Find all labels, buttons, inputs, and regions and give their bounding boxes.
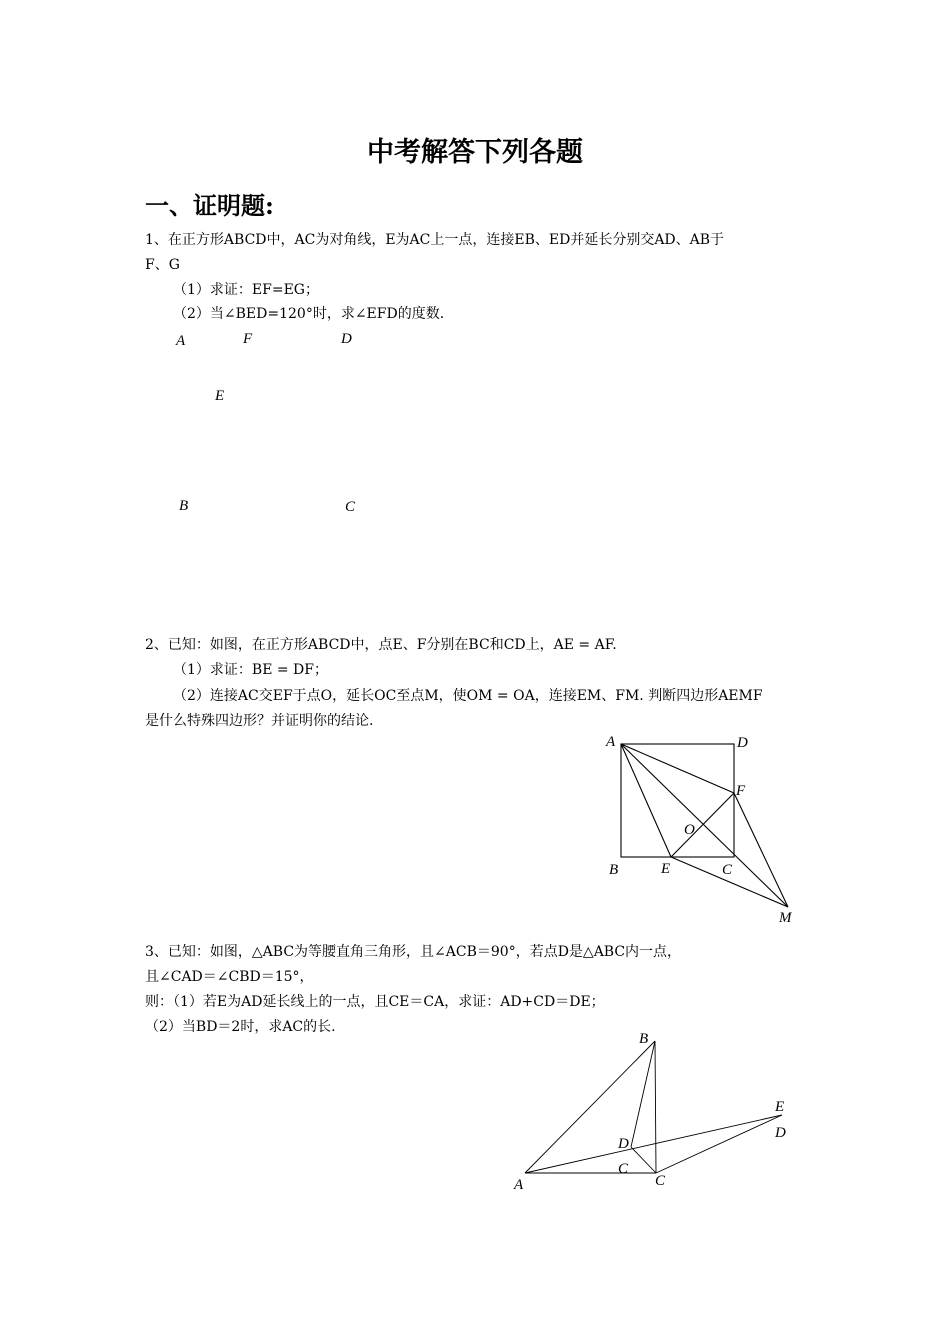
q2-label-a: A [606,734,616,750]
q2-sub2b: 是什么特殊四边形？并证明你的结论. [145,713,374,729]
q3-label-b: B [639,1031,649,1047]
q3-label-a: A [514,1177,524,1193]
q2-sub2: （2）连接AC交EF于点O，延长OC至点M，使OM = OA，连接EM、FM. 判断四边形AEMF [173,688,763,704]
q3-figure [525,1041,785,1173]
q2-line-af [621,744,734,793]
q2-label-e: E [661,861,671,877]
q3-label-e: E [775,1099,785,1115]
q1-sub2: （2）当∠BED=120°时，求∠EFD的度数． [173,306,454,322]
q3-line-bd [631,1041,655,1147]
q3-line-ce [656,1115,782,1173]
q2-line-ae [621,744,671,857]
q3-line2: 且∠CAD＝∠CBD＝15°， [145,969,314,985]
q2-line-fm [734,793,788,907]
q3-line1: 3、已知：如图，△ABC为等腰直角三角形，且∠ACB＝90°，若点D是△ABC内一点， [145,944,682,960]
q2-line1: 2、已知：如图，在正方形ABCD中，点E、F分别在BC和CD上，AE = AF. [145,637,617,653]
q3-line3: 则：（1）若E为AD延长线上的一点，且CE＝CA，求证：AD+CD＝DE； [145,994,605,1010]
q3-label-d-secondary: D [775,1125,786,1141]
q1-label-d: D [341,331,352,347]
q3-label-c: C [655,1173,666,1189]
q2-label-b: B [609,862,619,878]
q1-sub1: （1）求证：EF=EG； [173,282,319,298]
q3-line-dc [631,1147,656,1173]
q2-label-o: O [684,822,695,838]
q1-line1: 1、在正方形ABCD中，AC为对角线，E为AC上一点，连接EB、ED并延长分别交AD、AB于 [145,232,725,248]
q1-line2: F、G [145,257,180,273]
q1-label-c: C [345,499,356,515]
q1-label-e: E [215,388,225,404]
q2-line-am [621,744,788,907]
q1-label-a: A [176,333,186,349]
q3-label-d: D [618,1136,629,1152]
q3-line4: （2）当BD＝2时，求AC的长. [145,1019,336,1035]
q2-label-c: C [722,862,733,878]
q3-line-ab [525,1041,655,1173]
page-title: 中考解答下列各题 [367,137,583,168]
q1-label-b: B [179,498,189,514]
q2-figure [621,744,788,907]
q1-label-f: F [243,331,253,347]
q3-line-bc [655,1041,656,1173]
q2-sub1: （1）求证：BE = DF； [173,662,328,678]
q2-label-m: M [779,910,792,926]
q2-label-f: F [736,783,746,799]
q3-line-ae [525,1115,782,1173]
q2-label-d: D [737,735,748,751]
section-heading: 一、证明题: [145,191,274,220]
q3-label-c-secondary: C [618,1161,629,1177]
